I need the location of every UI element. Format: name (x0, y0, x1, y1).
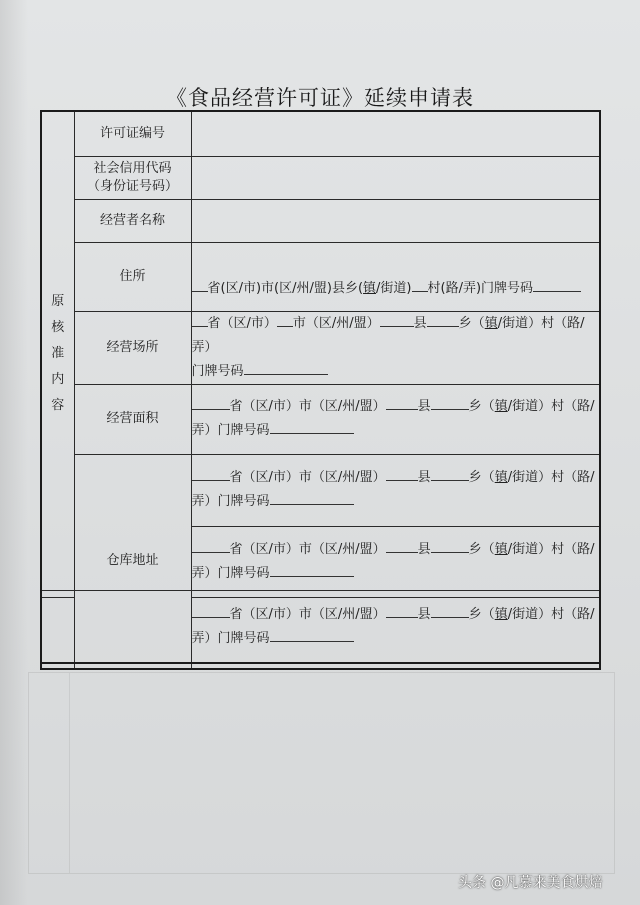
license-number-field[interactable] (191, 111, 600, 156)
page-shadow (0, 0, 28, 905)
business-premises-field[interactable]: 省（区/市） 市（区/州/盟） 县 乡（镇/街道）村（路/弄） 门牌号码 (191, 311, 600, 384)
show-through-table (28, 672, 615, 874)
form-title: 《食品经营许可证》延续申请表 (166, 86, 474, 110)
watermark-text: 头条 @凡慕来美食烘焙 (458, 875, 603, 891)
license-number-label: 许可证编号 (74, 111, 191, 156)
application-form-table (40, 110, 601, 670)
business-area-label: 经营面积 (74, 384, 191, 454)
warehouse-extra-row (40, 590, 601, 664)
warehouse-address-label: 仓库地址 (74, 454, 191, 669)
operator-name-field[interactable] (191, 199, 600, 242)
warehouse-address-field-3[interactable]: 省（区/市）市（区/州/盟） 县 乡（镇/街道）村（路/ 弄）门牌号码 (191, 591, 600, 664)
residence-label: 住所 (74, 242, 191, 311)
business-area-field[interactable]: 省（区/市）市（区/州/盟） 县 乡（镇/街道）村（路/ 弄）门牌号码 (191, 384, 600, 454)
business-premises-label: 经营场所 (74, 311, 191, 384)
residence-field[interactable]: 省(区/市)市(区/州/盟)县乡(镇/街道) 村(路/弄)门牌号码 (191, 242, 600, 311)
warehouse-address-field-2[interactable]: 省（区/市）市（区/州/盟） 县 乡（镇/街道）村（路/ 弄）门牌号码 (191, 526, 600, 597)
original-approval-label: 原 核 准 内 容 (41, 111, 74, 597)
credit-code-field[interactable] (191, 156, 600, 199)
operator-name-label: 经营者名称 (74, 199, 191, 242)
credit-code-label: 社会信用代码 （身份证号码） (74, 156, 191, 199)
warehouse-address-field-1[interactable]: 省（区/市）市（区/州/盟） 县 乡（镇/街道）村（路/ 弄）门牌号码 (191, 454, 600, 526)
